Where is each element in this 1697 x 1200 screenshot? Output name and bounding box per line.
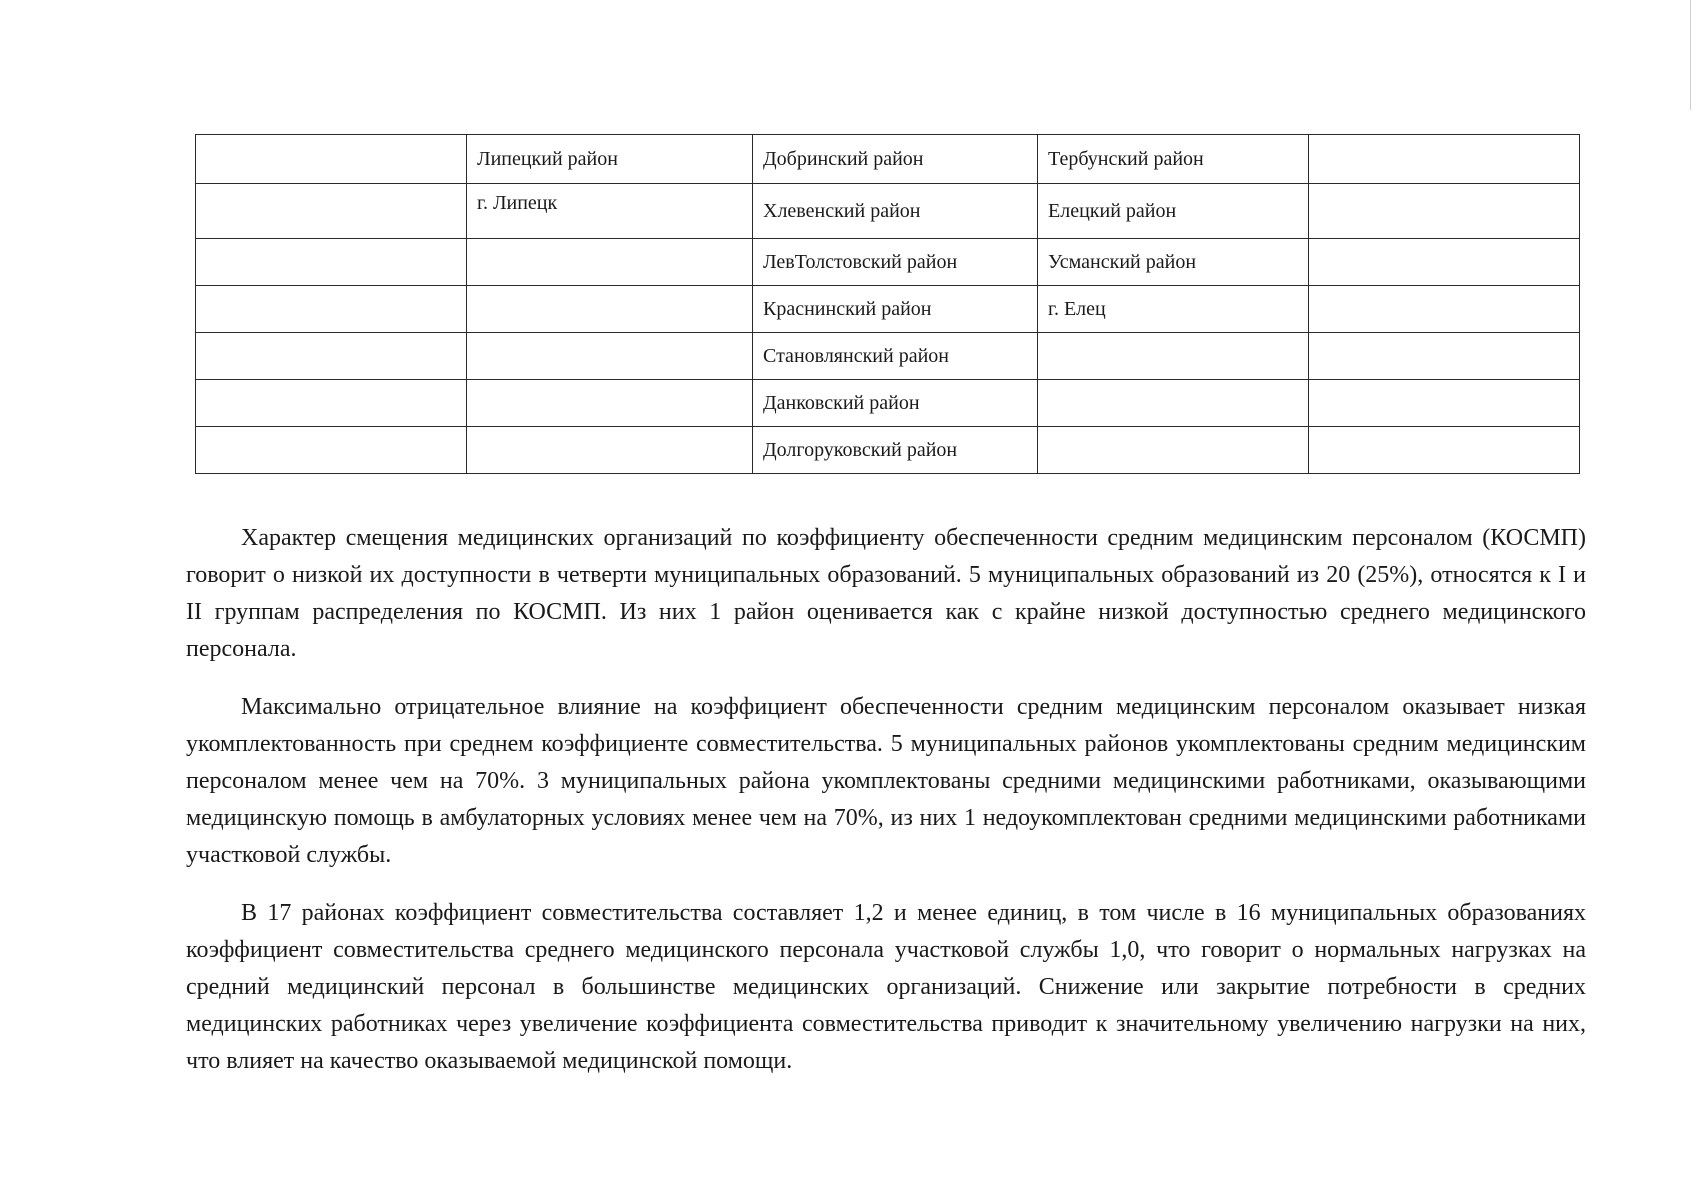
table-cell [1309,286,1580,333]
scan-edge-line [1690,0,1691,110]
table-row [196,286,1580,333]
table-cell [467,333,753,380]
table-cell: Липецкий район [467,135,753,184]
table-cell: Тербунский район [1038,135,1309,184]
table-cell [196,286,467,333]
table-cell [1309,135,1580,184]
body-text [186,520,1586,1101]
table-row [196,184,1580,239]
table-row [196,427,1580,474]
table-cell: Долгоруковский район [753,427,1038,474]
table-cell [196,380,467,427]
table-cell [1309,184,1580,239]
table-cell: Данковский район [753,380,1038,427]
table-cell: ЛевТолстовский район [753,239,1038,286]
table-cell [467,427,753,474]
paragraph: Характер смещения медицинских организаций по коэффициенту обеспеченности средним медицинским персоналом (КОСМП) говорит о низкой их доступности в четверти муниципальных образований. 5 муниципальных образований из 20 (25%), относятся к I и II группам распределения по КОСМП. Из них 1 район оценивается как с крайне низкой доступностью среднего медицинского персонала. [186,525,1586,662]
table-cell [1309,427,1580,474]
paragraph: Максимально отрицательное влияние на коэффициент обеспеченности средним медицинским персоналом оказывает низкая укомплектованность при среднем коэффициенте совместительства. 5 муниципальных районов укомплектованы средним медицинским персоналом менее чем на 70%. 3 муниципальных района укомплектованы средними медицинскими работниками, оказывающими медицинскую помощь в амбулаторных условиях менее чем на 70%, из них 1 недоукомплектован средними медицинскими работниками участковой службы. [186,694,1586,868]
table-cell [196,184,467,239]
table-row [196,135,1580,184]
table-cell [1309,239,1580,286]
district-table [195,134,1580,474]
table-cell [1038,380,1309,427]
table-cell [196,135,467,184]
table-cell [1309,380,1580,427]
table-cell [467,239,753,286]
table-cell: Краснинский район [753,286,1038,333]
table-cell: Добринский район [753,135,1038,184]
table-cell: Становлянский район [753,333,1038,380]
table-cell [467,286,753,333]
table-cell: г. Елец [1038,286,1309,333]
table-cell [1038,427,1309,474]
table-cell: Усманский район [1038,239,1309,286]
table-cell: Елецкий район [1038,184,1309,239]
table-cell: Хлевенский район [753,184,1038,239]
table-cell [196,239,467,286]
table-row [196,380,1580,427]
paragraph: В 17 районах коэффициент совместительства составляет 1,2 и менее единиц, в том числе в 16 муниципальных образованиях коэффициент совместительства среднего медицинского персонала участковой службы 1,0, что говорит о нормальных нагрузках на средний медицинский персонал в большинстве медицинских организаций. Снижение или закрытие потребности в средних медицинских работниках через увеличение коэффициента совместительства приводит к значительному увеличению нагрузки на них, что влияет на качество оказываемой медицинской помощи. [186,900,1586,1074]
table-row [196,333,1580,380]
table-cell [1309,333,1580,380]
table-cell [196,333,467,380]
table-cell [467,380,753,427]
table-cell [196,427,467,474]
table-row [196,239,1580,286]
table-cell [1038,333,1309,380]
table-cell: г. Липецк [467,184,753,239]
